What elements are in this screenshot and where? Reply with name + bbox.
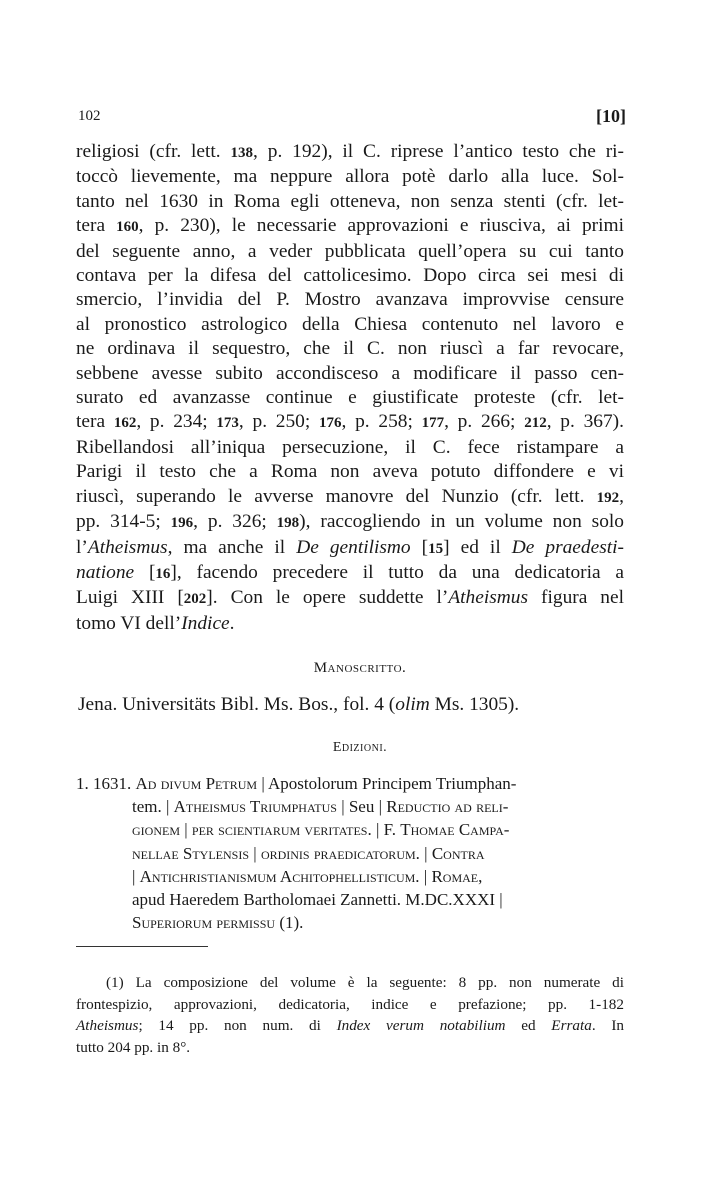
- footnote-line: frontespizio, approvazioni, dedicatoria, indice e prefazione; pp. 1-182: [76, 995, 624, 1013]
- body-line: Parigi il testo che a Roma non aveva potuto diffondere e vi: [76, 461, 624, 483]
- body-line: tanto nel 1630 in Roma egli otteneva, non senza stenti (cfr. let-: [76, 190, 624, 212]
- manuscript-heading: Manoscritto.: [313, 660, 407, 676]
- body-line: riuscì, superando le avverse manovre del Nunzio (cfr. lett. 192,: [76, 485, 624, 507]
- page-number: 102: [78, 108, 101, 124]
- footnote: [76, 972, 624, 1058]
- footnote-line: Atheismus; 14 pp. non num. di Index verum notabilium ed Errata. In: [76, 1017, 624, 1035]
- footnote-line: tutto 204 pp. in 8°.: [76, 1038, 191, 1056]
- footnote-rule: [76, 946, 208, 947]
- edition-line: Superiorum permissu (1).: [132, 913, 304, 933]
- body-line: religiosi (cfr. lett. 138, p. 192), il C. riprese l’antico testo che ri-: [76, 141, 624, 162]
- body-line: natione [16], facendo precedere il tutto da una dedicatoria a: [76, 561, 624, 583]
- edition-line: nellae Stylensis | ordinis praedicatorum. | Contra: [132, 843, 485, 863]
- body-line: ne ordinava il sequestro, che il C. non riuscì a far revocare,: [76, 338, 624, 360]
- body-line: surato ed avanzasse continue e giustificate proteste (cfr. let-: [76, 387, 624, 409]
- body-text: [76, 140, 624, 636]
- body-line: tera 160, p. 230), le necessarie approvazioni e riusciva, ai primi: [76, 215, 624, 237]
- body-line: al pronostico astrologico della Chiesa contenuto nel lavoro e: [76, 313, 624, 335]
- editions-heading: Edizioni.: [332, 740, 388, 755]
- edition-line: | Antichristianismum Achitophellisticum. | Romae,: [132, 866, 483, 886]
- edition-line: 1. 1631. Ad divum Petrum | Apostolorum Principem Triumphan-: [76, 774, 517, 793]
- body-line: l’Atheismus, ma anche il De gentilismo [15] ed il De praedesti-: [76, 536, 624, 558]
- body-line: tomo VI dell’Indice.: [76, 612, 235, 634]
- body-line: Ribellandosi all’iniqua persecuzione, il C. fece ristampare a: [76, 436, 624, 458]
- body-line: toccò lievemente, ma neppure allora potè darlo alla luce. Sol-: [76, 166, 624, 188]
- signature-mark: [10]: [596, 106, 626, 126]
- edition-entry: [76, 772, 624, 934]
- edition-line: apud Haeredem Bartholomaei Zannetti. M.DC.XXXI |: [132, 890, 503, 910]
- body-line: smercio, l’invidia del P. Mostro avanzava improvvise censure: [76, 289, 624, 311]
- body-line: del seguente anno, a veder pubblicata quell’opera su cui tanto: [76, 240, 624, 262]
- body-line: tera 162, p. 234; 173, p. 250; 176, p. 258; 177, p. 266; 212, p. 367).: [76, 411, 624, 433]
- body-line: Luigi XIII [202]. Con le opere suddette l’Atheismus figura nel: [76, 587, 624, 609]
- edition-line: gionem | per scientiarum veritates. | F. Thomae Campa-: [132, 820, 510, 840]
- body-line: sebbene avesse subito accondisceso a modificare il passo cen-: [76, 362, 624, 384]
- body-line: pp. 314-5; 196, p. 326; 198), raccogliendo in un volume non solo: [76, 511, 624, 533]
- edition-line: tem. | Atheismus Triumphatus | Seu | Reductio ad reli-: [132, 797, 509, 817]
- footnote-line: (1) La composizione del volume è la seguente: 8 pp. non numerate di: [106, 974, 624, 991]
- manuscript-entry: Jena. Universitäts Bibl. Ms. Bos., fol. 4 (olim Ms. 1305).: [78, 694, 520, 715]
- body-line: contava per la difesa del cattolicesimo. Dopo circa sei mesi di: [76, 265, 624, 287]
